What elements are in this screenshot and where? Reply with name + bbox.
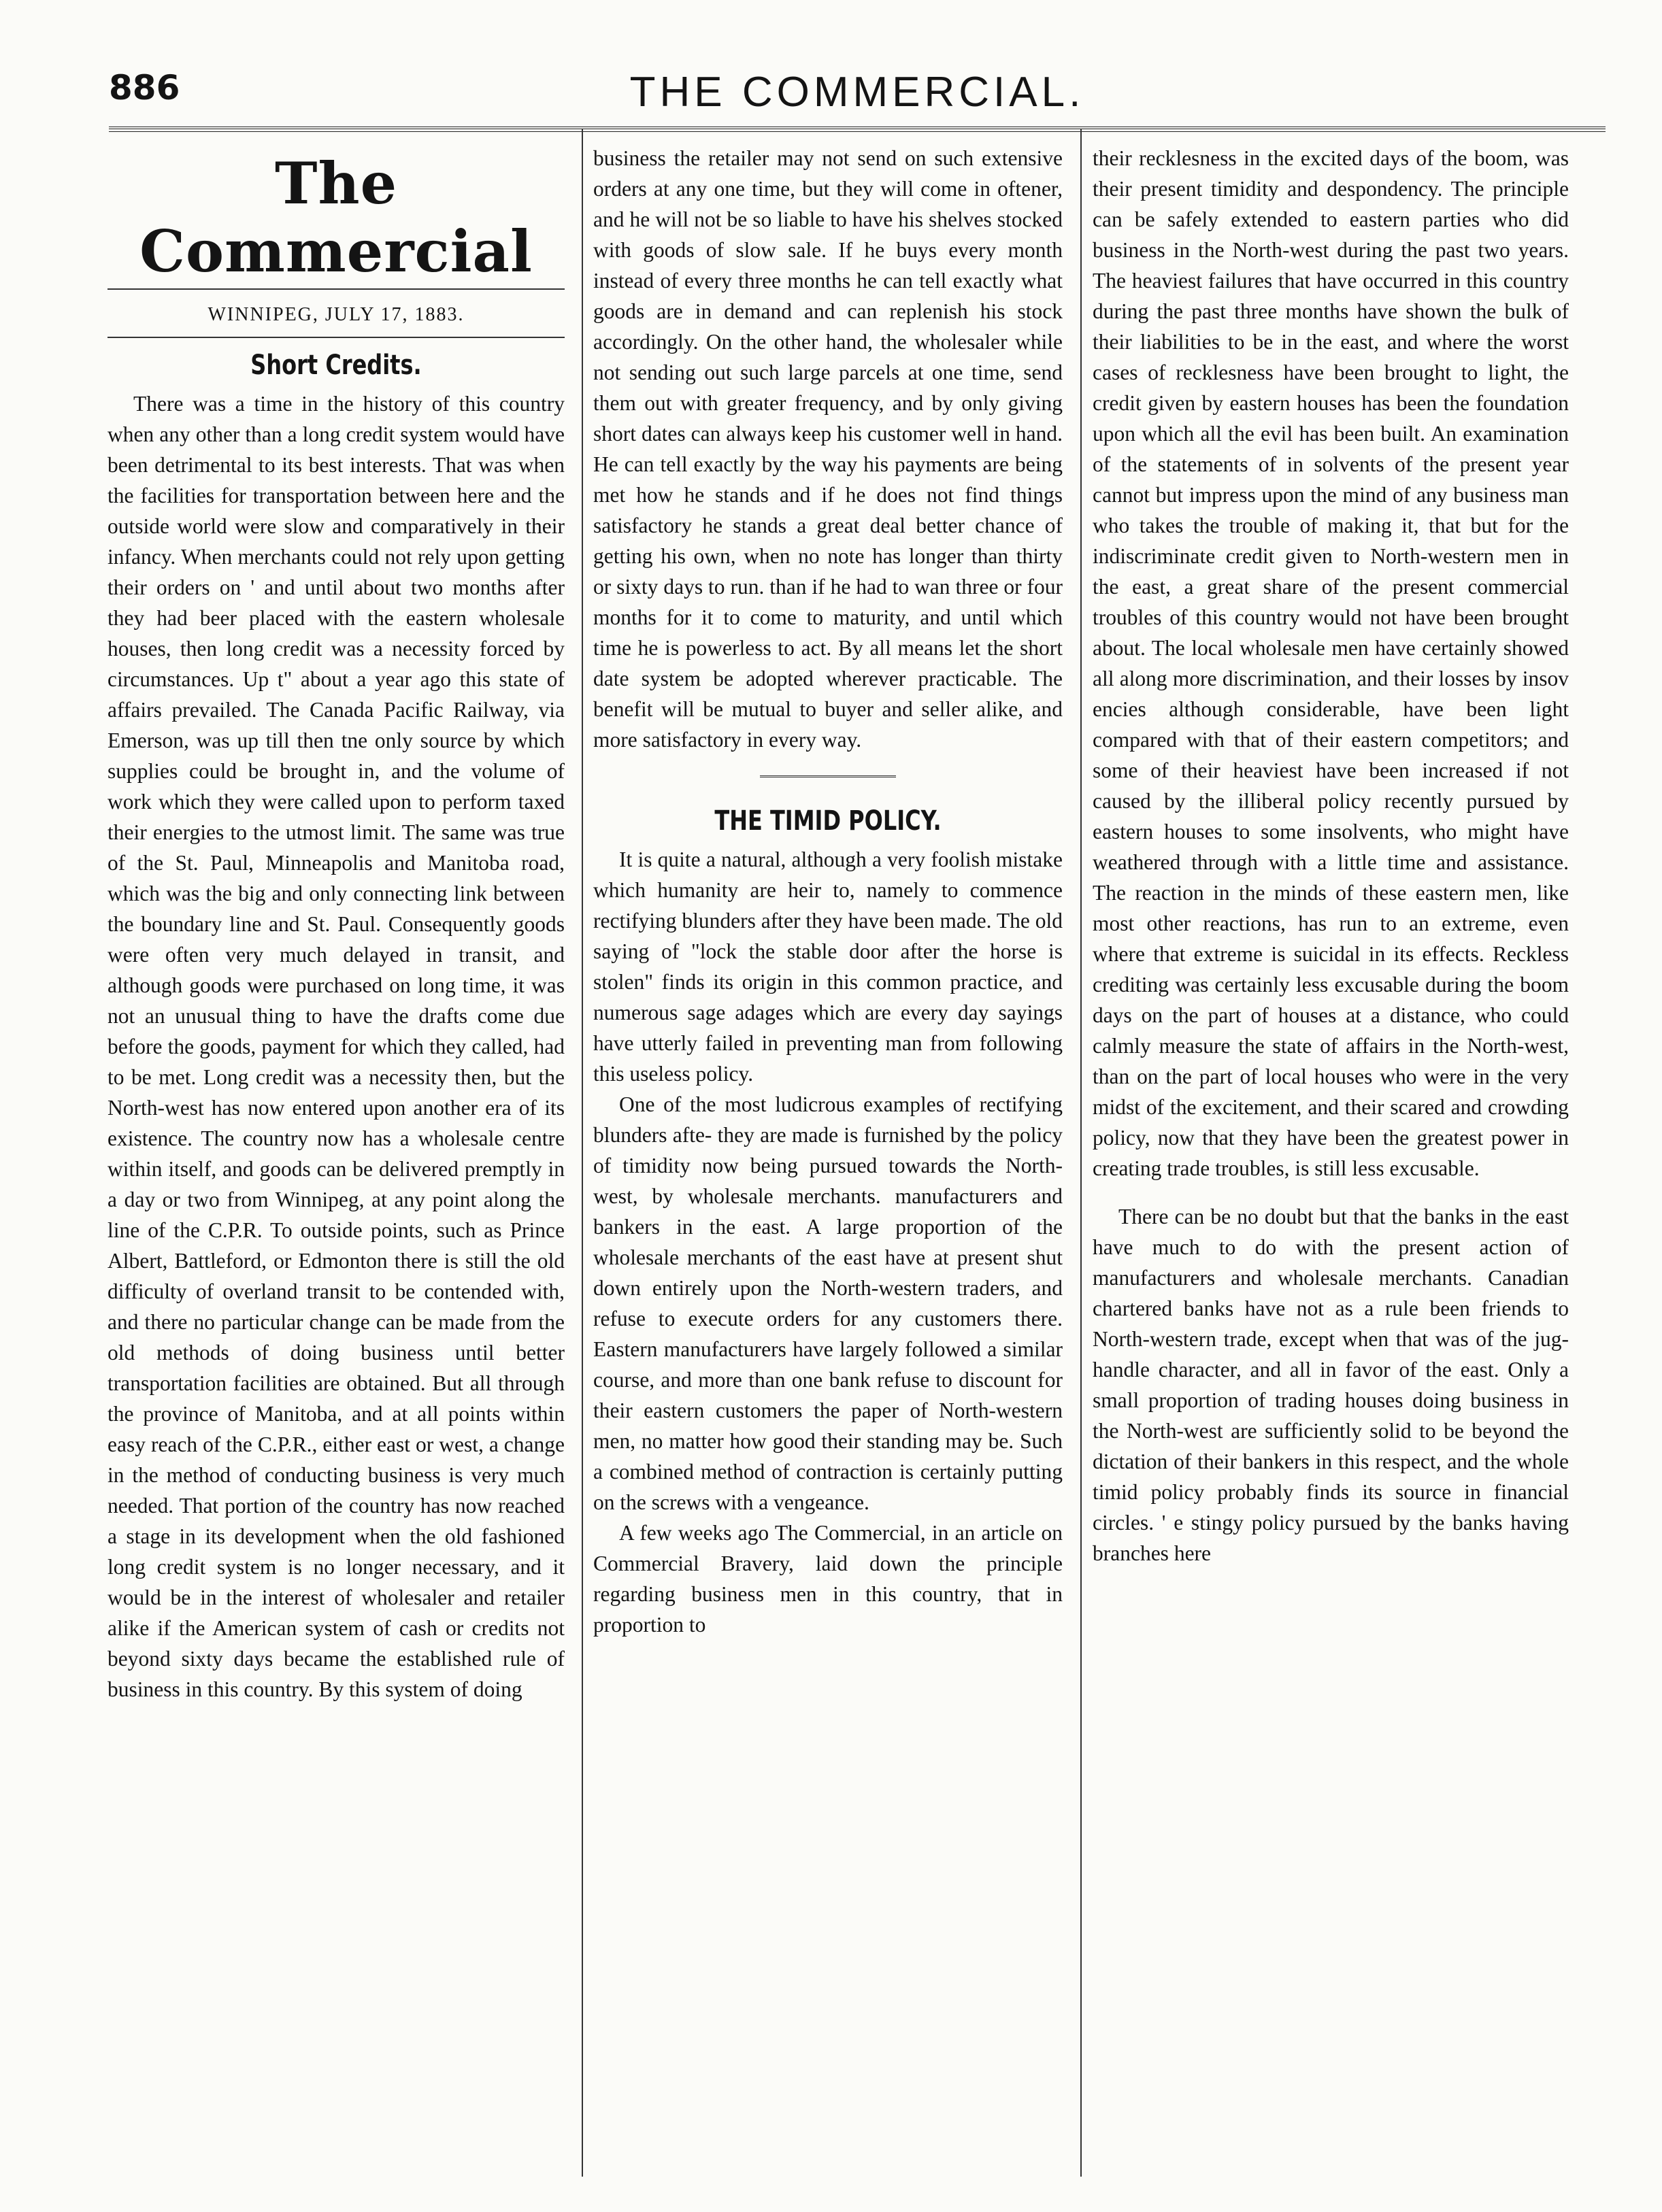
article-paragraph-continued: their recklesness in the excited days of the boom, was their present timidity and despondency. The principle can be safely extended to eastern parties who did business in the North-west during the past two years. The heaviest failures that have occurred in this country during the past three months have shown the bulk of their liabilities to be in the east, and where the worst cases of recklesness have been brought to light, the credit given by eastern houses has been the foundation upon which all the evil has been built. An examination of the statements of in solvents of the present year cannot but impress upon the mind of any business man who takes the trouble of making it, that but for the indiscriminate credit given to North-western men in the east, a great share of the present commercial troubles of this country would not have been brought about. The local wholesale men have certainly showed all along more discrimination, and their losses by insov encies although considerable, have been light compared with that of their eastern competitors; and some of their heaviest have been increased if not caused by the illiberal policy recently pursued by eastern houses to some insolvents, who might have weathered through with a little time and assistance. The reaction in the minds of these eastern men, like most other reactions, has run to an extreme, even where that extreme is suicidal in its effects. Reckless crediting was certainly less excusable during the boom days on the part of houses at a distance, who could calmly measure the state of affairs in the North-west, than on the part of local houses who were in the very midst of the excitement, and their scared and crowding policy, now that they have been the greatest power in creating trade troubles, is still less excusable. bbox=[1093, 146, 1569, 1180]
masthead-title: The Commercial bbox=[139, 150, 533, 285]
article-paragraph-continued: business the retailer may not send on such extensive orders at any one time, but they will come in oftener, and he will not be so liable to have his shelves stocked with goods of slow sale. If he buys every month instead of every three months he can tell exactly what goods are in demand and can replenish his stock accordingly. On the other hand, the wholesaler while not sending out such large parcels at one time, send them out with greater frequency, and by only giving short dates can always keep his customer well in hand. He can tell exactly by the way his payments are being met how he stands and if he does not find things satisfactory he stands a great deal better chance of getting his own, when no note has longer than thirty or sixty days to run. than if he had to wan three or four months for it to come to maturity, and until which time he is powerless to act. By all means let the short date system be adopted wherever practicable. The benefit will be mutual to buyer and seller alike, and more satisfactory in every way. bbox=[593, 146, 1063, 752]
column-2 bbox=[593, 143, 1063, 1640]
page-number: 886 bbox=[109, 68, 180, 107]
article-title: THE TIMID POLICY. bbox=[714, 805, 942, 837]
page-header bbox=[109, 68, 1606, 122]
article-paragraph: One of the most ludicrous examples of rectifying blunders afte- they are made is furnished by the policy of timidity now being pursued towards the North-west, by wholesale merchants. manufacturers and bankers in the east. A large proportion of the wholesale merchants of the east have at present shut down entirely upon the North-western traders, and refuse to execute orders for any customers there. Eastern manufacturers have largely followed a similar course, and more than one bank refuse to discount for their eastern customers the paper of North-western men, no matter how good their standing may be. Such a combined method of contraction is certainly putting on the screws with a vengeance. bbox=[593, 1092, 1063, 1514]
dateline: WINNIPEG, JULY 17, 1883. bbox=[107, 288, 565, 338]
article-paragraph: There was a time in the history of this country when any other than a long credit system would have been detrimental to its best interests. That was when the facilities for transportation between here and the outside world were slow and comparatively in their infancy. When merchants could not rely upon getting their orders on ' and until about two months after they had beer placed with the eastern wholesale houses, then long credit was a necessity forced by circumstances. Up t" about a year ago this state of affairs prevailed. The Canada Pacific Railway, via Emerson, was up till then tne only source by which supplies could be brought in, and the volume of work which they were called upon to perform taxed their energies to the utmost limit. The same was true of the St. Paul, Minneapolis and Manitoba road, which was the big and only connecting link between the boundary line and St. Paul. Consequently goods were often very much delayed in transit, and although goods were purchased on long time, it was not an unusual thing to have the drafts come due before the goods, payment for which they called, had to be met. Long credit was a necessity then, but the North-west has now entered upon another era of its existence. The country now has a wholesale centre within itself, and goods can be delivered premptly in a day or two from Winnipeg, at any point along the line of the C.P.R. To outside points, such as Prince Albert, Battleford, or Edmonton there is still the old difficulty of overland transit to be contended with, and there no particular change can be made from the old methods of doing business until better transportation facilities are obtained. But all through the province of Manitoba, and at all points within easy reach of the C.P.R., either east or west, a change in the method of conducting business is very much needed. That portion of the country has now reached a stage in its development when the old fashioned long credit system is no longer necessary, and it would be in the interest of wholesaler and retailer alike if the American system of cash or credits not beyond sixty days became the established rule of business in this country. By this system of doing bbox=[107, 392, 565, 1701]
article-title: Short Credits. bbox=[250, 350, 422, 381]
column-rule bbox=[1080, 129, 1082, 2177]
column-1 bbox=[107, 143, 565, 1705]
article-paragraph: A few weeks ago The Commercial, in an article on Commercial Bravery, laid down the principle regarding business men in this country, that in proportion to bbox=[593, 1521, 1063, 1637]
column-rule bbox=[582, 129, 583, 2177]
article-paragraph: There can be no doubt but that the banks in the east have much to do with the present action of manufacturers and wholesale merchants. Canadian chartered banks have not as a rule been friends to North-western trade, except when that was of the jug-handle character, and all in favor of the east. Only a small proportion of trading houses doing business in the North-west are sufficiently solid to be beyond the dictation of their bankers in this respect, and the whole timid policy probably finds its source in financial circles. ' e stingy policy pursued by the banks having branches here bbox=[1093, 1205, 1569, 1565]
journal-title: THE COMMERCIAL. bbox=[629, 69, 1085, 116]
article-paragraph: It is quite a natural, although a very foolish mistake which humanity are heir to, namely to commence rectifying blunders after they have been made. The old saying of "lock the stable door after the horse is stolen" finds its origin in this common practice, and numerous sage adages which are every day sayings have utterly failed in preventing man from following this useless policy. bbox=[593, 848, 1063, 1086]
header-rule bbox=[109, 127, 1606, 132]
column-3 bbox=[1093, 143, 1569, 1569]
section-divider bbox=[760, 775, 896, 779]
